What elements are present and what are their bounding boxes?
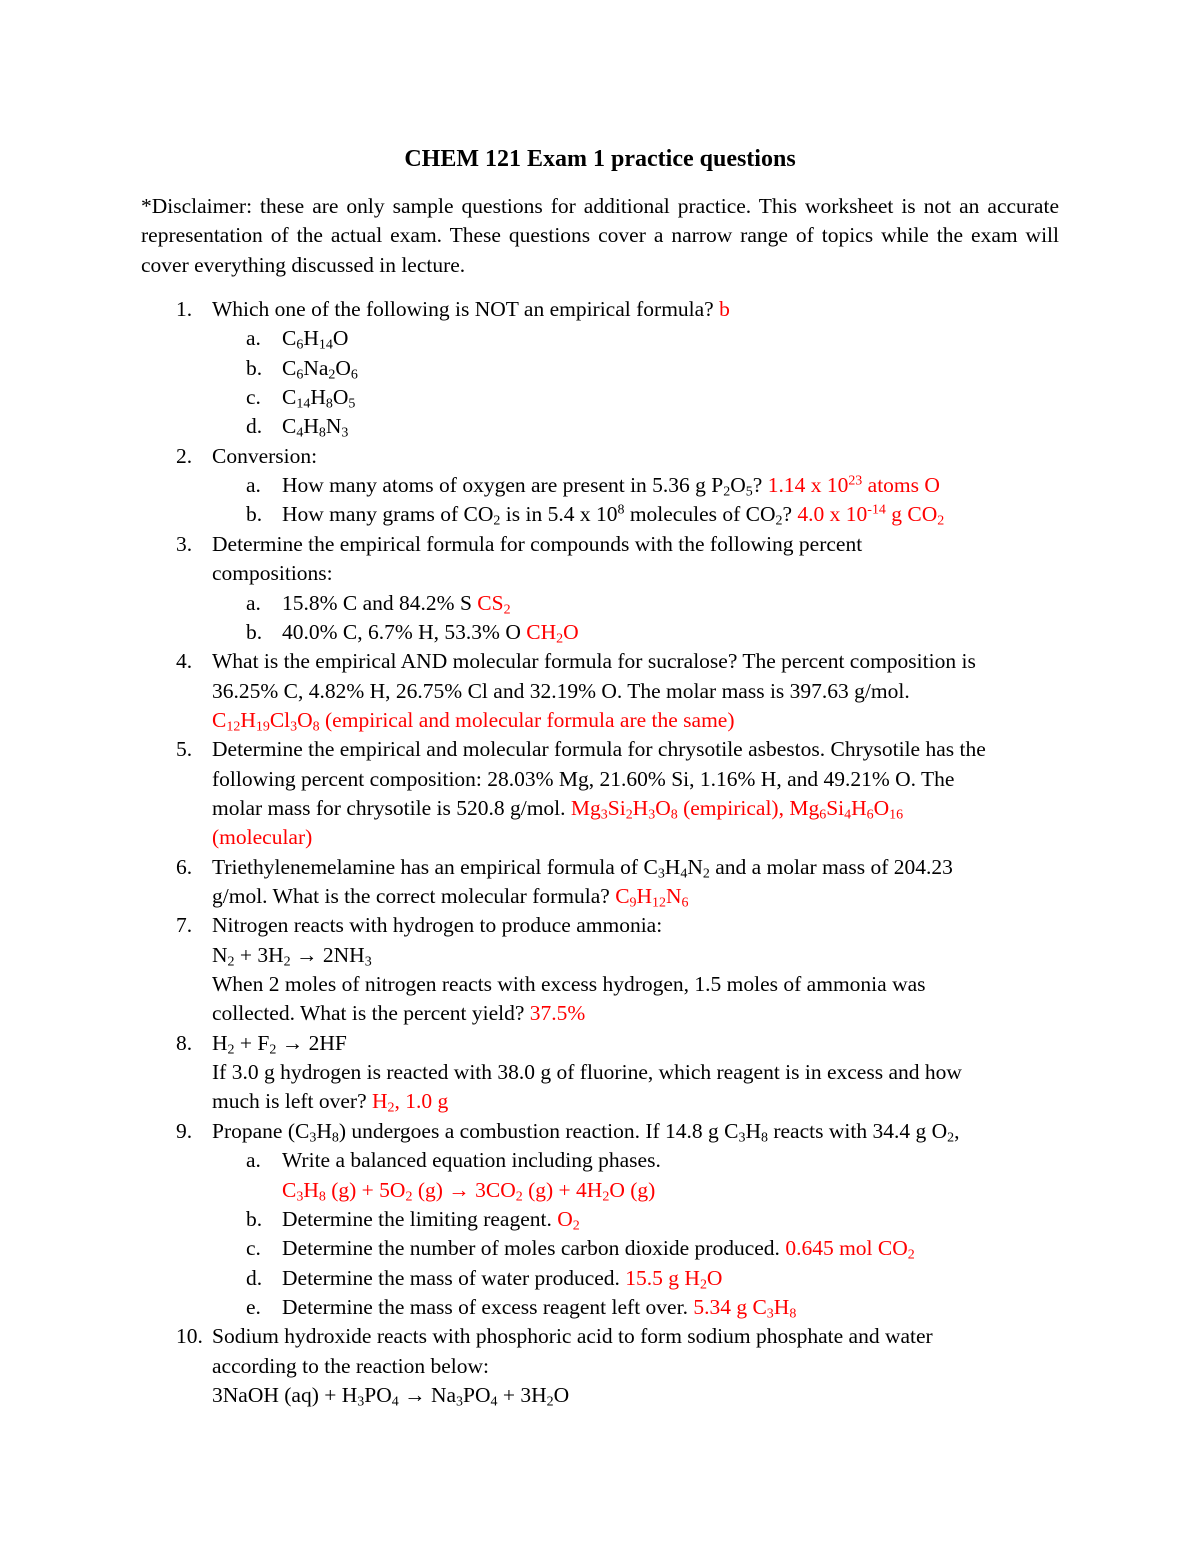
question-text: H: [310, 385, 326, 410]
question-text: H: [303, 326, 319, 351]
answer-text: 12: [226, 719, 241, 735]
question-text: + F: [234, 1030, 270, 1055]
item-number: 2.: [176, 443, 193, 468]
question-text: 8: [331, 1130, 339, 1146]
question-text: C: [282, 326, 297, 351]
answer-text: 8: [789, 1306, 797, 1322]
answer-text: , 1.0 g: [394, 1089, 449, 1114]
answer-text: H: [632, 795, 649, 820]
question-text: H: [303, 414, 319, 439]
answer-text: 6: [681, 895, 689, 911]
question-text: Determine the empirical and molecular formula for chrysotile asbestos. Chrysotile has the: [212, 737, 986, 762]
question-text: Determine the limiting reagent.: [282, 1206, 558, 1231]
answer-text: 37.5%: [529, 1001, 586, 1026]
answer-text: N: [666, 884, 682, 908]
answer-text: Mg: [570, 795, 601, 820]
question-text: 3NaOH (aq) + H: [212, 1382, 358, 1407]
question-line: [212, 970, 926, 999]
question-text: 40.0% C, 6.7% H, 53.3% O: [282, 619, 527, 644]
item-number: b.: [246, 1206, 263, 1231]
answer-text: 2: [387, 1100, 395, 1116]
answer-text: O: [557, 1206, 573, 1231]
question-line: [212, 1058, 962, 1087]
question-text: 4: [490, 1394, 498, 1410]
question-text: + 3H: [234, 942, 284, 967]
answer-text: (empirical and molecular formula are the same): [319, 707, 735, 732]
item-number: e.: [246, 1294, 261, 1319]
question-text: H: [316, 1118, 332, 1143]
question-text: H: [664, 854, 681, 879]
question-text: Determine the mass of excess reagent left over.: [282, 1294, 694, 1319]
question-text: O: [332, 385, 349, 410]
question-text: 2: [227, 954, 235, 970]
question-text: 36.25% C, 4.82% H, 26.75% Cl and 32.19% O. The molar mass is 397.63 g/mol.: [212, 678, 910, 703]
question-text: 8: [761, 1130, 768, 1146]
question-text: 2: [328, 367, 336, 383]
question-line: [212, 853, 953, 882]
question-text: 3: [738, 1130, 746, 1146]
answer-text: g CO: [885, 502, 938, 527]
question-text: 6: [296, 367, 304, 383]
question-text: 3: [341, 425, 349, 441]
answer-text: 4: [844, 807, 852, 823]
item-number: c.: [246, 1236, 261, 1261]
answer-text: 8: [318, 1188, 326, 1204]
answer-text: H: [240, 707, 256, 732]
question-text: Conversion:: [212, 443, 318, 468]
question-text: 3: [657, 866, 665, 882]
answer-text: 2: [556, 631, 564, 647]
answer-text: (empirical), Mg: [677, 795, 820, 820]
item-number: 7.: [176, 913, 193, 938]
question-text: Which one of the following is NOT an empirical formula?: [212, 297, 720, 321]
item-number: a.: [246, 590, 261, 615]
question-line: [282, 412, 348, 441]
answer-text: -14: [867, 502, 886, 518]
answer-text: 16: [889, 807, 904, 823]
answer-text: 3: [766, 1306, 774, 1322]
item-number: 9.: [176, 1118, 193, 1143]
question-text: Triethylenemelamine has an empirical formula of C: [212, 854, 658, 879]
question-text: O: [553, 1382, 570, 1407]
answer-text: Si: [826, 795, 845, 820]
question-text: 2: [775, 513, 783, 529]
question-text: 8: [325, 396, 333, 412]
answer-text: 2: [937, 513, 945, 529]
question-text: 2: [493, 513, 501, 529]
question-text: 2: [283, 954, 291, 970]
question-text: O: [332, 326, 349, 351]
answer-text: 2: [907, 1247, 915, 1263]
answer-text: O: [655, 795, 671, 820]
answer-text: 5.34 g C: [693, 1294, 767, 1319]
question-text: is in 5.4 x 10: [500, 502, 618, 527]
answer-text: O: [297, 707, 313, 732]
question-line: [282, 383, 355, 412]
question-text: 3: [364, 954, 372, 970]
question-text: ?: [782, 502, 798, 527]
question-line: [282, 589, 511, 618]
question-line: [282, 1234, 915, 1263]
question-line: [212, 1322, 933, 1351]
answer-text: 3: [600, 807, 608, 823]
answer-text: 2: [405, 1188, 413, 1204]
question-text: PO: [463, 1382, 491, 1407]
question-text: 3: [357, 1394, 365, 1410]
question-line: [212, 999, 585, 1028]
question-text: 4: [296, 425, 304, 441]
question-line: [212, 882, 689, 911]
question-text: Determine the mass of water produced.: [282, 1265, 626, 1290]
question-line: [212, 794, 903, 823]
question-line: [212, 530, 862, 559]
answer-text: 4.0 x 10: [797, 502, 868, 527]
question-line: [212, 1352, 489, 1381]
answer-text: (g) → 3CO: [412, 1177, 516, 1202]
question-line: [212, 677, 910, 706]
question-text: 2: [269, 1042, 277, 1058]
question-text: 15.8% C and 84.2% S: [282, 590, 478, 615]
question-text: O: [730, 473, 746, 498]
question-text: C: [282, 414, 297, 439]
item-number: c.: [246, 385, 261, 410]
answer-text: (g) + 5O: [325, 1177, 406, 1202]
question-text: ) undergoes a combustion reaction. If 14.8 g C: [338, 1118, 739, 1143]
question-line: [212, 1381, 569, 1410]
question-text: 8: [318, 425, 326, 441]
question-text: Na: [303, 355, 329, 380]
answer-text: H: [372, 1089, 388, 1114]
question-text: + 3H: [497, 1382, 547, 1407]
question-line: [282, 1293, 796, 1322]
answer-text: Cl: [269, 707, 291, 732]
question-line: [282, 324, 348, 353]
answer-text: (g) + 4H: [522, 1177, 603, 1202]
answer-text: b: [719, 297, 730, 321]
question-line: [212, 941, 372, 970]
question-line: [212, 706, 735, 735]
item-number: 1.: [176, 297, 193, 321]
question-text: If 3.0 g hydrogen is reacted with 38.0 g of fluorine, which reagent is in excess and how: [212, 1060, 962, 1085]
question-text: 2: [723, 484, 731, 500]
question-text: g/mol. What is the correct molecular formula?: [212, 884, 616, 908]
question-text: → 2NH: [290, 942, 365, 967]
question-text: Nitrogen reacts with hydrogen to produce ammonia:: [212, 913, 663, 938]
item-number: 4.: [176, 649, 193, 674]
item-number: a.: [246, 473, 261, 498]
question-text: What is the empirical AND molecular formula for sucralose? The percent composition is: [212, 649, 976, 674]
question-text: C: [282, 355, 297, 380]
question-text: Propane (C: [212, 1118, 310, 1143]
item-number: 10.: [176, 1324, 203, 1349]
question-text: collected. What is the percent yield?: [212, 1001, 530, 1026]
question-text: compositions:: [212, 561, 333, 586]
question-text: 14: [296, 396, 311, 412]
question-line: [282, 618, 579, 647]
question-text: 6: [350, 367, 358, 383]
question-text: 4: [680, 866, 688, 882]
question-text: reacts with 34.4 g O: [767, 1118, 948, 1143]
answer-text: 2: [699, 1277, 707, 1293]
answer-text: O (g): [609, 1177, 656, 1202]
answer-text: C: [212, 707, 227, 732]
page-title: CHEM 121 Exam 1 practice questions: [404, 146, 796, 172]
question-text: N: [212, 942, 228, 967]
answer-text: C: [282, 1177, 297, 1202]
question-line: [212, 1029, 347, 1058]
question-text: 5: [745, 484, 753, 500]
question-text: How many atoms of oxygen are present in 5.36 g P: [282, 473, 724, 498]
question-text: When 2 moles of nitrogen reacts with excess hydrogen, 1.5 moles of ammonia was: [212, 972, 926, 997]
question-text: ,: [954, 1118, 960, 1143]
question-text: N: [687, 854, 703, 879]
item-number: a.: [246, 326, 261, 351]
question-text: much is left over?: [212, 1089, 373, 1114]
question-text: → 2HF: [276, 1030, 347, 1055]
answer-text: H: [636, 884, 653, 908]
item-number: d.: [246, 1265, 263, 1290]
answer-text: atoms O: [862, 473, 940, 498]
question-text: 5: [348, 396, 356, 412]
question-text: following percent composition: 28.03% Mg, 21.60% Si, 1.16% H, and 49.21% O. The: [212, 766, 955, 791]
answer-text: H: [303, 1177, 319, 1202]
question-line: [212, 735, 986, 764]
question-text: 3: [309, 1130, 317, 1146]
answer-text: 19: [255, 719, 270, 735]
question-line: [212, 559, 333, 588]
answer-text: 2: [572, 1218, 580, 1234]
question-text: PO: [364, 1382, 392, 1407]
question-line: [212, 647, 976, 676]
question-text: 2: [227, 1042, 235, 1058]
question-line: [212, 295, 730, 324]
answer-text: 8: [312, 719, 320, 735]
question-text: Determine the number of moles carbon dioxide produced.: [282, 1236, 786, 1261]
question-text: 4: [391, 1394, 399, 1410]
answer-text: O: [563, 619, 579, 644]
answer-text: (molecular): [212, 825, 313, 850]
question-line: [282, 1205, 580, 1234]
question-text: O: [335, 355, 351, 380]
item-number: 5.: [176, 737, 193, 762]
item-number: a.: [246, 1148, 261, 1173]
answer-text: 15.5 g H: [625, 1265, 700, 1290]
question-text: 8: [617, 502, 625, 518]
answer-text: 3: [648, 807, 656, 823]
question-line: [282, 500, 944, 529]
question-text: molecules of CO: [624, 502, 776, 527]
answer-text: 6: [819, 807, 827, 823]
question-text: molar mass for chrysotile is 520.8 g/mol.: [212, 795, 571, 820]
question-text: H: [745, 1118, 761, 1143]
answer-text: CH: [526, 619, 557, 644]
question-text: 2: [546, 1394, 554, 1410]
question-line: [212, 765, 954, 794]
answer-text: Si: [607, 795, 626, 820]
question-line: [212, 1117, 959, 1146]
question-line: [212, 823, 312, 852]
question-line: [282, 1176, 655, 1205]
question-text: 2: [947, 1130, 955, 1146]
question-text: H: [212, 1030, 228, 1055]
answer-text: 2: [515, 1188, 523, 1204]
answer-text: C: [615, 884, 630, 908]
question-line: [282, 471, 940, 500]
question-line: [282, 1264, 722, 1293]
answer-text: H: [851, 795, 867, 820]
item-number: 8.: [176, 1030, 193, 1055]
question-text: 6: [296, 337, 304, 353]
answer-text: H: [773, 1294, 790, 1319]
question-line: [282, 354, 358, 383]
answer-text: 8: [670, 807, 678, 823]
answer-text: 2: [503, 601, 511, 617]
answer-text: 2: [602, 1188, 610, 1204]
question-text: Determine the empirical formula for compounds with the following percent: [212, 531, 863, 556]
answer-text: 1.14 x 10: [767, 473, 849, 498]
question-line: [212, 442, 317, 471]
question-text: Write a balanced equation including phases.: [282, 1148, 661, 1173]
question-line: [212, 1087, 448, 1116]
question-line: [212, 911, 662, 940]
answer-text: 23: [848, 473, 863, 489]
question-text: ?: [752, 473, 768, 498]
answer-text: 12: [652, 895, 667, 911]
question-line: [282, 1146, 661, 1175]
item-number: 3.: [176, 531, 193, 556]
answer-text: 2: [625, 807, 633, 823]
question-text: Sodium hydroxide reacts with phosphoric acid to form sodium phosphate and water: [212, 1324, 933, 1349]
question-text: N: [325, 414, 342, 439]
item-number: b.: [246, 502, 263, 527]
question-text: 14: [318, 337, 333, 353]
question-text: 2: [702, 866, 710, 882]
item-number: 6.: [176, 854, 193, 879]
question-text: 3: [456, 1394, 464, 1410]
answer-text: 6: [866, 807, 874, 823]
question-text: according to the reaction below:: [212, 1353, 490, 1378]
answer-text: O: [706, 1265, 723, 1290]
disclaimer-paragraph: *Disclaimer: these are only sample questions for additional practice. This worksheet is not an accurate representation of the actual exam. These questions cover a narrow range of topics while the exam will cover everything discussed in lecture.: [141, 194, 1059, 277]
question-text: C: [282, 385, 297, 410]
answer-text: 3: [296, 1188, 304, 1204]
answer-text: 9: [629, 895, 637, 911]
question-text: How many grams of CO: [282, 502, 494, 527]
question-text: and a molar mass of 204.23: [709, 854, 953, 879]
question-text: → Na: [398, 1382, 457, 1407]
item-number: b.: [246, 619, 263, 644]
answer-text: CS: [477, 590, 504, 615]
item-number: d.: [246, 414, 263, 439]
answer-text: 3: [290, 719, 298, 735]
item-number: b.: [246, 355, 263, 380]
answer-text: O: [873, 795, 890, 820]
answer-text: 0.645 mol CO: [785, 1236, 908, 1261]
